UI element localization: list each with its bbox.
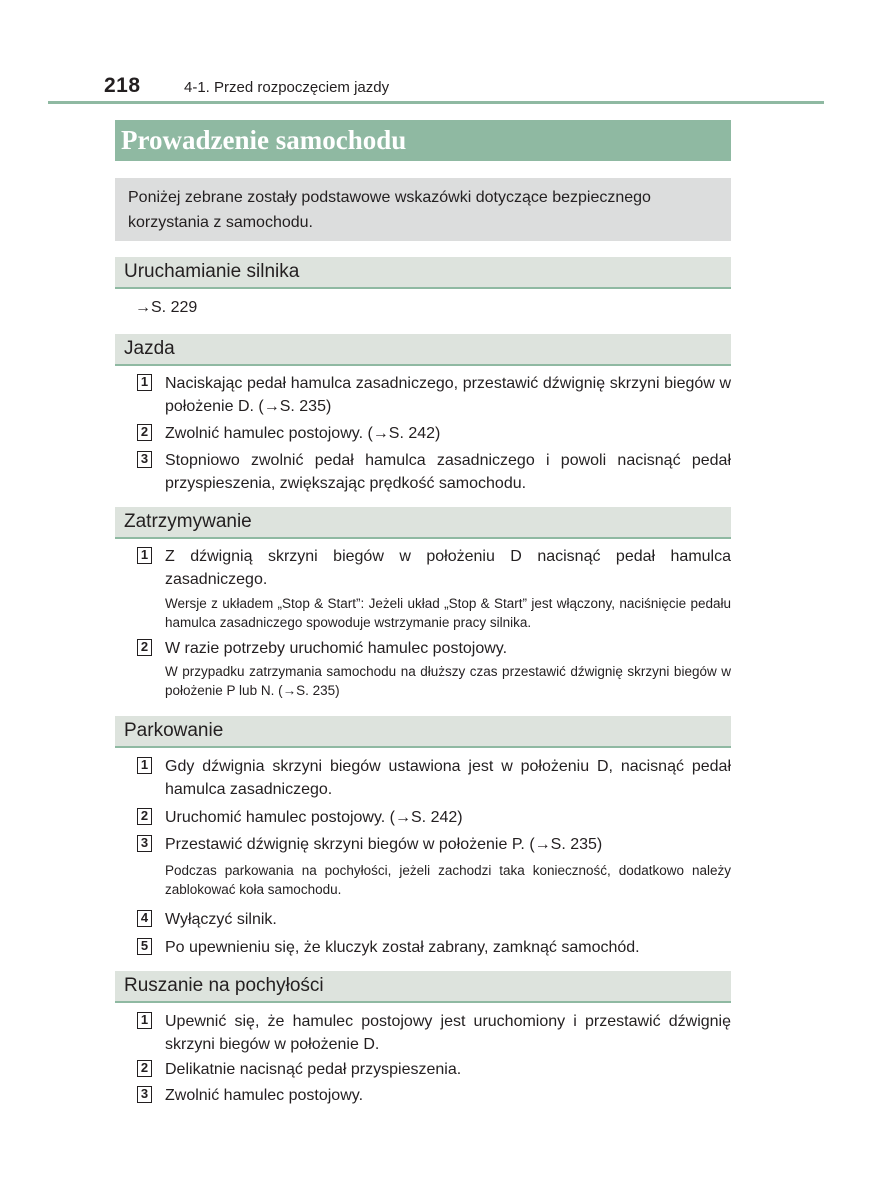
step-text: Przestawić dźwignię skrzyni biegów w położenie P. (→S. 235): [165, 836, 603, 853]
step-number: 1: [137, 374, 152, 391]
step-note: Podczas parkowania na pochyłości, jeżeli zachodzi taka konieczność, dodatkowo należy zablokować koła samochodu.: [165, 863, 731, 897]
page-header: [104, 74, 824, 102]
step-number: 2: [137, 808, 152, 825]
step-number: 2: [137, 1060, 152, 1077]
step-text: Zwolnić hamulec postojowy.: [165, 1087, 364, 1104]
step-number: 1: [137, 547, 152, 564]
step-number: 1: [137, 757, 152, 774]
step-text: Upewnić się, że hamulec postojowy jest uruchomiony i przestawić dźwignię skrzyni biegów w położenie D.: [165, 1013, 731, 1053]
header-divider: [48, 101, 824, 104]
chapter-title: 4-1. Przed rozpoczęciem jazdy: [184, 79, 390, 96]
step-number: 4: [137, 910, 152, 927]
step-number: 1: [137, 1012, 152, 1029]
step-number: 5: [137, 938, 152, 955]
section-heading-park: Parkowanie: [115, 716, 731, 748]
step-text: Uruchomić hamulec postojowy. (→S. 242): [165, 809, 463, 826]
step-text: Delikatnie nacisnąć pedał przyspieszenia.: [165, 1061, 462, 1078]
step-number: 3: [137, 835, 152, 852]
section-heading-drive: Jazda: [115, 334, 731, 366]
step-text: Zwolnić hamulec postojowy. (→S. 242): [165, 425, 441, 442]
section-heading-hill: Ruszanie na pochyłości: [115, 971, 731, 1003]
page-number: 218: [104, 74, 141, 97]
step-text: Wyłączyć silnik.: [165, 911, 277, 928]
step-number: 2: [137, 639, 152, 656]
step-note: W przypadku zatrzymania samochodu na dłuższy czas przestawić dźwignię skrzyni biegów w położenie P lub N. (→S. 235): [165, 664, 731, 698]
step-text: W razie potrzeby uruchomić hamulec postojowy.: [165, 640, 508, 657]
step-number: 3: [137, 1086, 152, 1103]
step-text: Naciskając pedał hamulca zasadniczego, przestawić dźwignię skrzyni biegów w położenie D. (→S. 235): [165, 375, 731, 415]
page-reference: →S. 229: [135, 299, 198, 316]
section-heading-start: Uruchamianie silnika: [115, 257, 731, 289]
step-text: Stopniowo zwolnić pedał hamulca zasadniczego i powoli nacisnąć pedał przyspieszenia, zwiększając prędkość samochodu.: [165, 452, 731, 492]
page-title: Prowadzenie samochodu: [115, 120, 731, 161]
intro-box: Poniżej zebrane zostały podstawowe wskazówki dotyczące bezpiecznego korzystania z samochodu.: [115, 178, 731, 241]
step-text: Po upewnieniu się, że kluczyk został zabrany, zamknąć samochód.: [165, 939, 640, 956]
step-number: 3: [137, 451, 152, 468]
step-text: Z dźwignią skrzyni biegów w położeniu D nacisnąć pedał hamulca zasadniczego.: [165, 548, 731, 588]
step-text: Gdy dźwignia skrzyni biegów ustawiona jest w położeniu D, nacisnąć pedał hamulca zasadniczego.: [165, 758, 731, 798]
step-note: Wersje z układem „Stop & Start”: Jeżeli układ „Stop & Start” jest włączony, naciśnięcie pedału hamulca zasadniczego spowoduje wstrzymanie pracy silnika.: [165, 596, 731, 630]
step-number: 2: [137, 424, 152, 441]
section-heading-stop: Zatrzymywanie: [115, 507, 731, 539]
